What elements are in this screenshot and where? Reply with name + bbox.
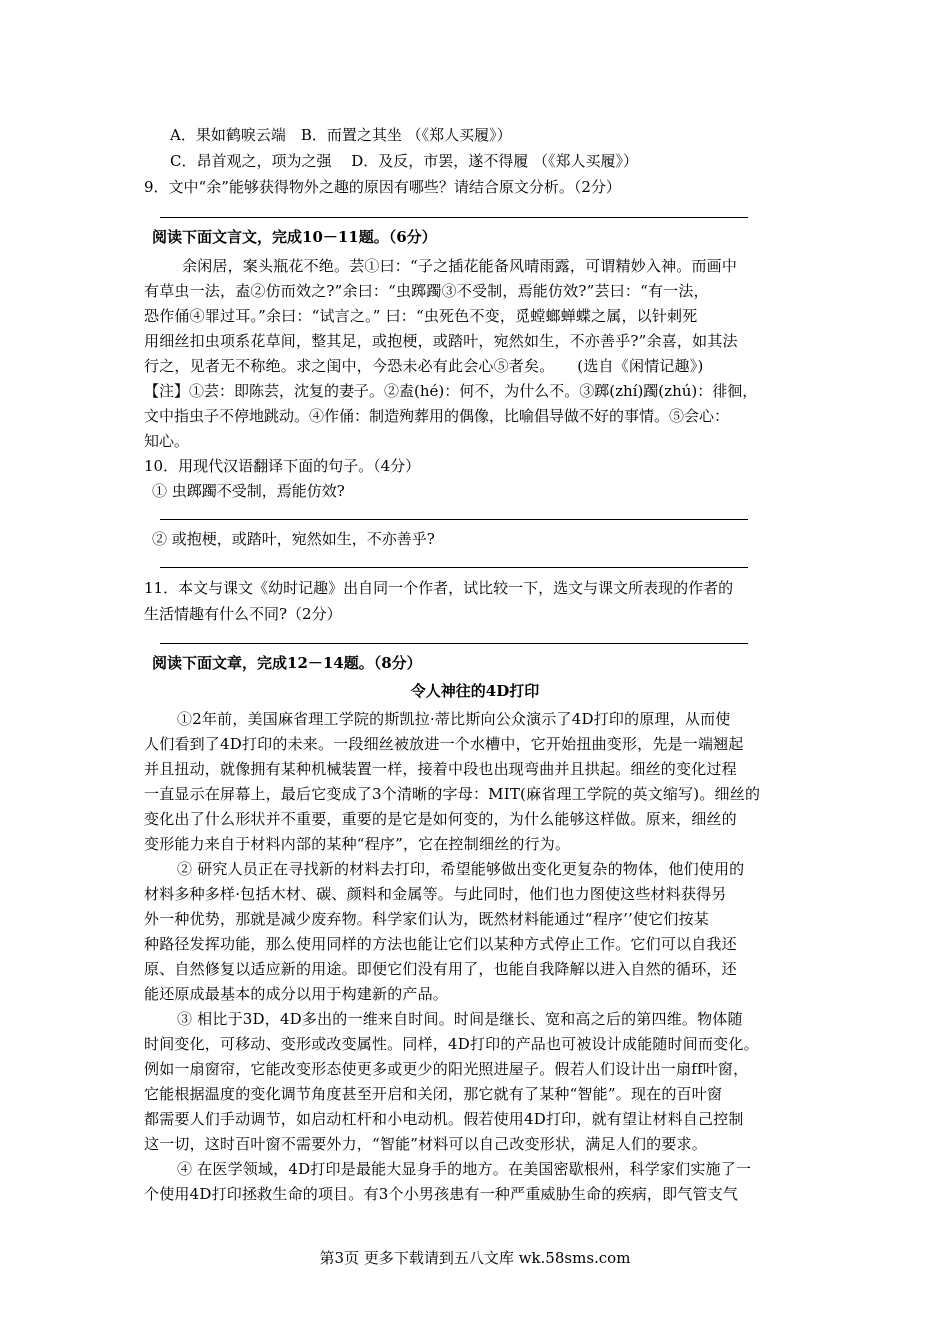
q10-answer-line-1 xyxy=(160,519,748,520)
q8-options-ab: A．果如鹤唳云端 B．而置之其坐 （《郑人买履》） xyxy=(170,126,512,144)
q10-answer-line-2 xyxy=(160,567,748,568)
section2-heading: 阅读下面文章，完成12－14题。（8分） xyxy=(152,654,422,672)
passage-line: 用细丝扣虫项系花草间，整其足，或抱梗，或踏叶，宛然如生，不亦善乎?”余喜，如其法 xyxy=(144,332,738,350)
article-line: 种路径发挥功能，那么使用同样的方法也能让它们以某种方式停止工作。它们可以自我还 xyxy=(144,935,737,953)
article-line: ③ 相比于3D，4D多出的一维来自时间。时间是继长、宽和高之后的第四维。物体随 xyxy=(177,1010,743,1028)
q11-question-line: 生活情趣有什么不同?（2分） xyxy=(144,605,342,623)
article-line: 材料多种多样·包括木材、碳、颜料和金属等。与此同时，他们也力图使这些材料获得另 xyxy=(144,885,727,903)
article-line: 一直显示在屏幕上，最后它变成了3个清晰的字母：MIT(麻省理工学院的英文缩写)。细丝的 xyxy=(144,785,761,803)
article-line: 例如一扇窗帘，它能改变形态使更多或更少的阳光照进屋子。假若人们设计出一扇ff叶窗， xyxy=(144,1060,749,1078)
q8-options-cd: C．昂首观之，项为之强 D．及反，市罢，遂不得履 （《郑人买履》） xyxy=(170,152,639,170)
article-line: 并且扭动，就像拥有某种机械装置一样，接着中段也出现弯曲并且拱起。细丝的变化过程 xyxy=(144,760,737,778)
article-title: 令人神往的4D打印 xyxy=(410,682,540,700)
article-line: 它能根据温度的变化调节角度甚至开启和关闭，那它就有了某种“智能”。现在的百叶窗 xyxy=(144,1085,723,1103)
article-line: ④ 在医学领域，4D打印是最能大显身手的地方。在美国密歇根州，科学家们实施了一 xyxy=(177,1160,752,1178)
article-line: 时间变化，可移动、变形或改变属性。同样，4D打印的产品也可被设计成能随时间而变化。 xyxy=(144,1035,759,1053)
passage-line: 恐作俑④罪过耳。”余曰：“试言之。” 曰：“虫死色不变，觅螳螂蝉蝶之属，以针刺死 xyxy=(144,307,698,325)
q9-question: 9．文中“余”能够获得物外之趣的原因有哪些？请结合原文分析。（2分） xyxy=(144,178,621,196)
section1-heading: 阅读下面文言文，完成10－11题。（6分） xyxy=(152,228,437,246)
article-line: 人们看到了4D打印的未来。一段细丝被放进一个水槽中，它开始扭曲变形，先是一端翘起 xyxy=(144,735,744,753)
q11-question-line: 11．本文与课文《幼时记趣》出自同一个作者，试比较一下，选文与课文所表现的作者的 xyxy=(144,579,734,597)
passage-line: 有草虫一法，盍②仿而效之?”余曰：“虫踯躅③不受制，焉能仿效?”芸曰：“有一法， xyxy=(144,282,709,300)
article-line: ①2年前，美国麻省理工学院的斯凯拉·蒂比斯向公众演示了4D打印的原理，从而使 xyxy=(177,710,731,728)
notes-line: 文中指虫子不停地跳动。④作俑：制造殉葬用的偶像，比喻倡导做不好的事情。⑤会心： xyxy=(144,407,730,425)
article-line: 能还原成最基本的成分以用于构建新的产品。 xyxy=(144,985,449,1003)
article-line: 原、自然修复以适应新的用途。即便它们没有用了，也能自我降解以进入自然的循环，还 xyxy=(144,960,737,978)
notes-line: 【注】①芸：即陈芸，沈复的妻子。②盍(hé)：何不，为什么不。③踯(zhí)躅(zhú)：徘徊， xyxy=(144,382,758,400)
article-line: 这一切，这时百叶窗不需要外力，“智能”材料可以自己改变形状，满足人们的要求。 xyxy=(144,1135,707,1153)
page-footer: 第3页 更多下载请到五八文库 wk.58sms.com xyxy=(319,1249,631,1267)
passage-line: 行之，见者无不称绝。求之闺中，今恐未必有此会心⑤者矣。 (选自《闲情记趣》) xyxy=(144,357,704,375)
article-line: 变形能力来自于材料内部的某种“程序”，它在控制细丝的行为。 xyxy=(144,835,571,853)
article-line: ② 研究人员正在寻找新的材料去打印，希望能够做出变化更复杂的物体，他们使用的 xyxy=(177,860,745,878)
q10-question: 10．用现代汉语翻译下面的句子。（4分） xyxy=(144,457,421,475)
article-line: 都需要人们手动调节，如启动杠杆和小电动机。假若使用4D打印，就有望让材料自己控制 xyxy=(144,1110,744,1128)
article-line: 外一种优势，那就是减少废弃物。科学家们认为，既然材料能通过“程序’’使它们按某 xyxy=(144,910,710,928)
article-line: 变化出了什么形状并不重要，重要的是它是如何变的，为什么能够这样做。原来，细丝的 xyxy=(144,810,737,828)
passage-line: 余闲居，案头瓶花不绝。芸①曰：“子之插花能备风晴雨露，可谓精妙入神。而画中 xyxy=(182,257,738,275)
article-line: 个使用4D打印拯救生命的项目。有3个小男孩患有一种严重威胁生命的疾病，即气管支气 xyxy=(144,1185,739,1203)
q9-answer-line xyxy=(160,217,748,218)
q10-sentence-2: ② 或抱梗，或踏叶，宛然如生，不亦善乎? xyxy=(152,530,435,548)
q11-answer-line xyxy=(160,643,748,644)
q10-sentence-1: ① 虫踯躅不受制，焉能仿效? xyxy=(152,482,345,500)
notes-line: 知心。 xyxy=(144,432,190,450)
